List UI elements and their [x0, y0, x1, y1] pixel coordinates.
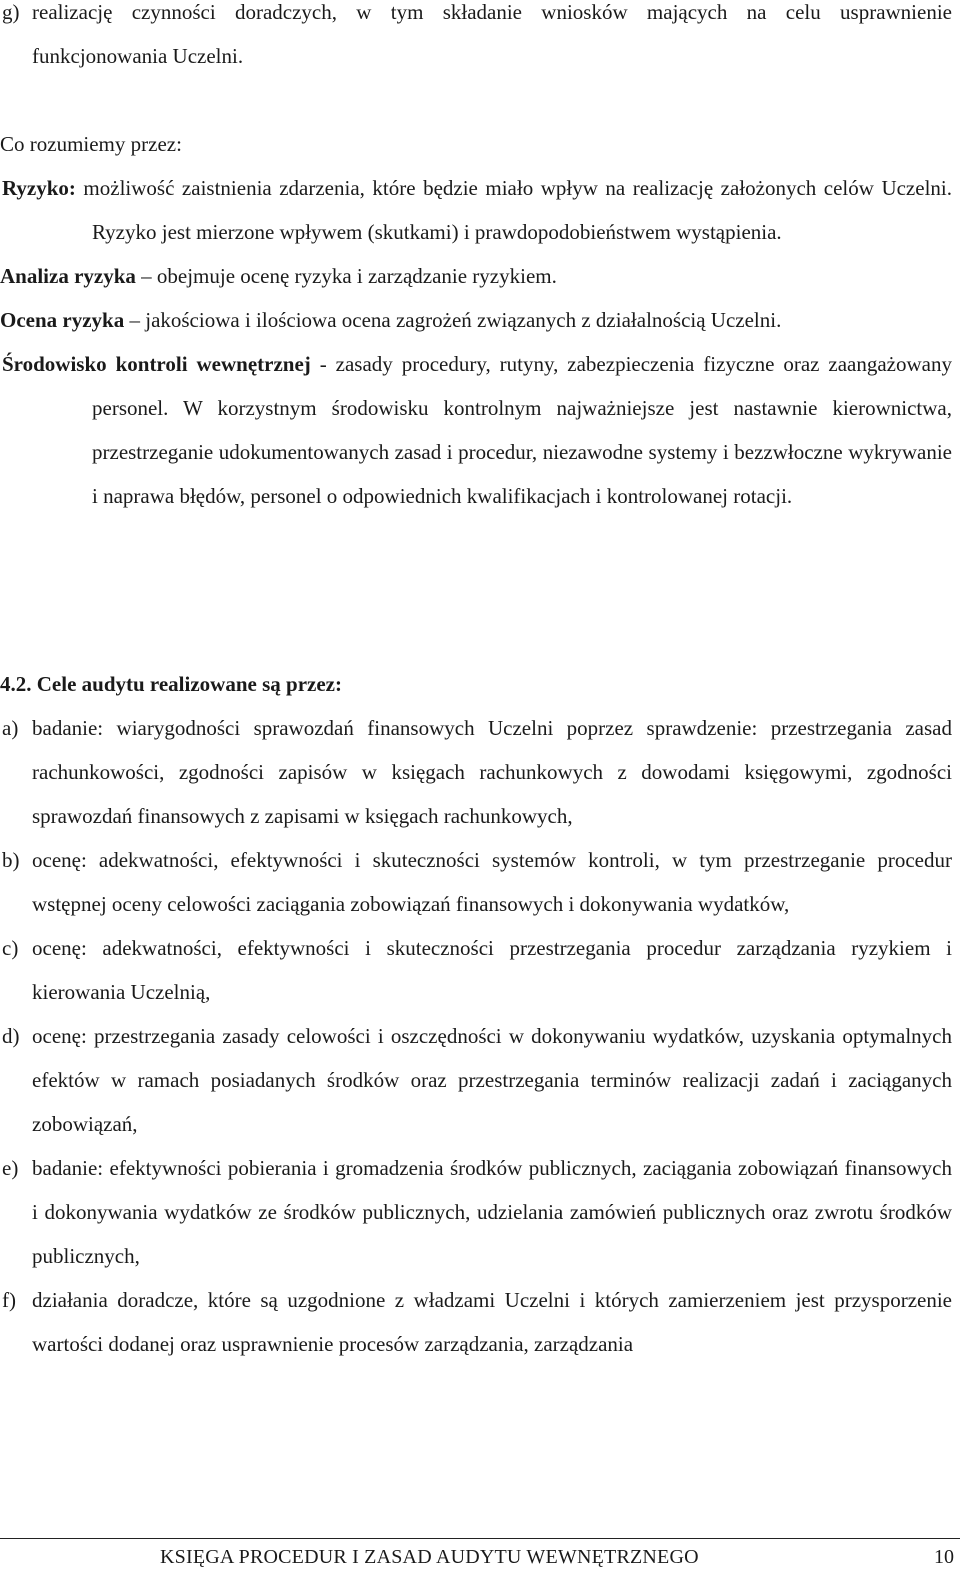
list-item: [0, 1146, 958, 1278]
list-item: [0, 706, 958, 838]
list-item: [0, 1278, 958, 1366]
definitions-block: [0, 122, 958, 518]
definition-term: Ryzyko:: [2, 176, 76, 200]
section-4-2: [0, 662, 958, 1366]
definition-text: – jakościowa i ilościowa ocena zagrożeń związanych z działalnością Uczelni.: [124, 308, 782, 332]
definition-term: Analiza ryzyka: [0, 264, 136, 288]
list-marker: e): [2, 1156, 19, 1180]
section-heading: 4.2. Cele audytu realizowane są przez:: [0, 672, 342, 696]
list-item: [0, 0, 958, 78]
list-item-text: realizację czynności doradczych, w tym składanie wniosków mających na celu usprawnienie funkcjonowania Uczelni.: [32, 0, 952, 68]
list-item-text: ocenę: adekwatności, efektywności i skuteczności systemów kontroli, w tym przestrzeganie procedur wstępnej oceny celowości zaciągania zobowiązań finansowych i dokonywania wydatków,: [32, 848, 952, 916]
definition-control-environment: [0, 342, 958, 518]
list-marker: f): [2, 1288, 16, 1312]
page-number: 10: [934, 1546, 954, 1568]
list-item: [0, 838, 958, 926]
definition-risk-assessment: [0, 298, 958, 342]
page-footer: [0, 1538, 960, 1575]
list-marker: g): [2, 0, 20, 24]
list-marker: d): [2, 1024, 20, 1048]
definition-term: Ocena ryzyka: [0, 308, 125, 332]
list-item-text: działania doradcze, które są uzgodnione z władzami Uczelni i których zamierzeniem jest przysporzenie wartości dodanej oraz usprawnienie procesów zarządzania, zarządzania: [32, 1288, 952, 1356]
definition-risk: [0, 166, 958, 254]
list-marker: b): [2, 848, 20, 872]
item-g-block: [0, 0, 958, 78]
list-item-text: ocenę: przestrzegania zasady celowości i oszczędności w dokonywaniu wydatków, uzyskania optymalnych efektów w ramach posiadanych środków oraz przestrzegania terminów realizacji zadań i zaciąganych zobowiązań,: [32, 1024, 952, 1136]
definition-term: Środowisko kontroli wewnętrznej: [2, 352, 311, 376]
definition-risk-analysis: [0, 254, 958, 298]
list-marker: c): [2, 936, 19, 960]
definition-text: – obejmuje ocenę ryzyka i zarządzanie ryzykiem.: [135, 264, 557, 288]
definition-text: - zasady procedury, rutyny, zabezpieczenia fizyczne oraz zaangażowany personel. W korzystnym środowisku kontrolnym najważniejsze jest nastawnie kierownictwa, przestrzeganie udokumentowanych zasad i procedur, niezawodne systemy i bezzwłoczne wykrywanie i naprawa błędów, personel o odpowiednich kwalifikacjach i kontrolowanej rotacji.: [92, 352, 952, 508]
footer-title: KSIĘGA PROCEDUR I ZASAD AUDYTU WEWNĘTRZNEGO: [160, 1546, 699, 1568]
definition-text: możliwość zaistnienia zdarzenia, które będzie miało wpływ na realizację założonych celów Uczelni. Ryzyko jest mierzone wpływem (skutkami) i prawdopodobieństwem wystąpienia.: [75, 176, 952, 244]
list-item: [0, 1014, 958, 1146]
list-item-text: badanie: efektywności pobierania i gromadzenia środków publicznych, zaciągania zobowiązań finansowych i dokonywania wydatków ze środków publicznych, udzielania zamówień publicznych oraz zwrotu środków publicznych,: [32, 1156, 952, 1268]
list-item-text: ocenę: adekwatności, efektywności i skuteczności przestrzegania procedur zarządzania ryzykiem i kierowania Uczelnią,: [32, 936, 952, 1004]
list-marker: a): [2, 716, 19, 740]
list-item-text: badanie: wiarygodności sprawozdań finansowych Uczelni poprzez sprawdzenie: przestrzegania zasad rachunkowości, zgodności zapisów w księgach rachunkowych z dowodami księgowymi, zgodności sprawozdań finansowych z zapisami w księgach rachunkowych,: [32, 716, 952, 828]
list-item: [0, 926, 958, 1014]
intro-text: Co rozumiemy przez:: [0, 132, 182, 156]
